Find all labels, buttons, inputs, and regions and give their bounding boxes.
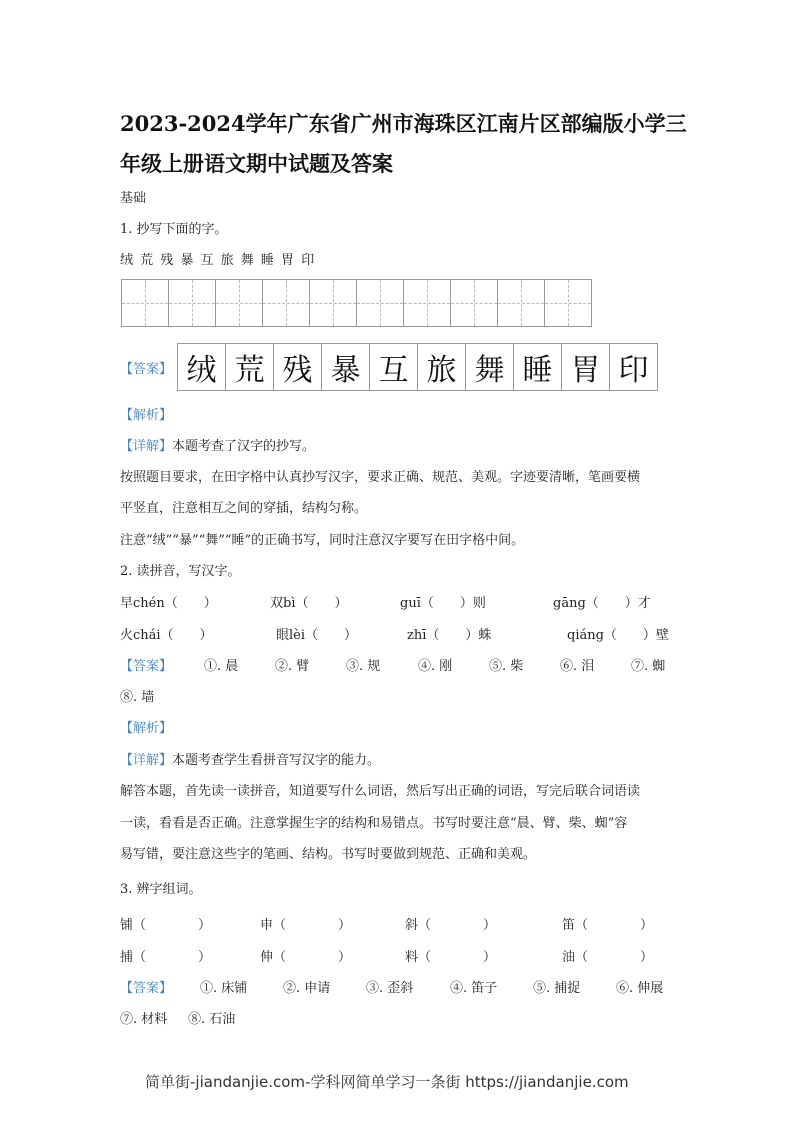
title-line-1: 2023-2024学年广东省广州市海珠区江南片区部编版小学三 [120, 111, 687, 136]
detail-label: 【详解】 [120, 753, 173, 768]
detail-text: 本题考查了汉字的抄写。 [172, 439, 316, 454]
tianzige-grid [122, 279, 592, 327]
answer-char: 荒 [225, 343, 274, 391]
q1-para: 平竖直，注意相互之间的穿插，结构匀称。 [120, 501, 368, 516]
q3-heading: 3. 辨字组词。 [120, 882, 202, 897]
q2-item: 早chén（ ） [120, 596, 217, 611]
answer-char: 舞 [465, 343, 514, 391]
answer-char: 残 [273, 343, 322, 391]
answer-grid [178, 343, 658, 391]
q2-answer: ③. 规 [346, 659, 381, 674]
q2-item: 双bì（ ） [270, 596, 348, 611]
q2-para: 一读，看看是否正确。注意掌握生字的结构和易错点。书写时要注意“晨、臂、柴、蜘”容 [120, 816, 628, 831]
q2-heading: 2. 读拼音，写汉字。 [120, 564, 241, 579]
section-label: 基础 [120, 191, 147, 206]
q2-item: 火chái（ ） [120, 628, 213, 643]
q1-answer-label: 【答案】 [120, 362, 173, 377]
q1-analysis-label: 【解析】 [120, 408, 173, 423]
q2-para: 易写错，要注意这些字的笔画、结构。书写时要做到规范、正确和美观。 [120, 847, 537, 862]
q2-item: 眼lèi（ ） [276, 628, 358, 643]
q2-analysis-label: 【解析】 [120, 721, 173, 736]
q3-item: 笛（ ） [562, 918, 654, 933]
q3-item: 料（ ） [405, 950, 497, 965]
title-line-2: 年级上册语文期中试题及答案 [120, 151, 393, 176]
q2-detail [120, 749, 380, 768]
answer-char: 印 [609, 343, 658, 391]
q2-answer: ①. 晨 [204, 659, 239, 674]
q1-detail [120, 435, 315, 454]
q1-heading: 1. 抄写下面的字。 [120, 222, 228, 237]
answer-char: 胃 [561, 343, 610, 391]
q3-answer: ③. 歪斜 [366, 981, 414, 996]
q3-item: 伸（ ） [260, 950, 352, 965]
q2-answer: ⑦. 蜘 [631, 659, 666, 674]
q2-answer: ⑥. 泪 [560, 659, 595, 674]
q2-answer: ⑤. 柴 [489, 659, 524, 674]
q2-answer: ②. 臂 [275, 659, 310, 674]
q2-item: zhī（ ）蛛 [407, 628, 492, 643]
q3-answer-label: 【答案】 [120, 981, 173, 996]
q2-item: gāng（ ）才 [553, 596, 651, 611]
q2-item: guī（ ）则 [400, 596, 486, 611]
q3-item: 铺（ ） [120, 918, 212, 933]
detail-label: 【详解】 [120, 439, 173, 454]
q3-answer: ⑤. 捕捉 [533, 981, 581, 996]
q3-item: 捕（ ） [120, 950, 212, 965]
q3-answer: ⑧. 石油 [188, 1012, 236, 1027]
q3-answer: ⑥. 伸展 [616, 981, 664, 996]
q3-item: 油（ ） [562, 950, 654, 965]
q1-para: 注意“绒”“暴”“舞”“睡”的正确书写，同时注意汉字要写在田字格中间。 [120, 533, 525, 548]
q3-answer: ④. 笛子 [450, 981, 498, 996]
detail-text: 本题考查学生看拼音写汉字的能力。 [172, 753, 381, 768]
q3-item: 斜（ ） [405, 918, 497, 933]
q1-para: 按照题目要求，在田字格中认真抄写汉字，要求正确、规范、美观。字迹要清晰，笔画要横 [120, 470, 641, 485]
answer-char: 暴 [321, 343, 370, 391]
q1-chars: 绒 荒 残 暴 互 旅 舞 睡 胃 印 [120, 253, 315, 268]
q2-item: qiáng（ ）壁 [567, 628, 669, 643]
q3-answer: ①. 床铺 [200, 981, 248, 996]
q3-item: 申（ ） [260, 918, 352, 933]
answer-char: 互 [369, 343, 418, 391]
footer-watermark: 简单街-jiandanjie.com-学科网简单学习一条街 https://jiandanjie.com [145, 1073, 629, 1091]
q3-answer: ②. 申请 [283, 981, 331, 996]
answer-char: 绒 [177, 343, 226, 391]
q2-answer: ⑧. 墙 [120, 690, 155, 705]
q2-answer: ④. 刚 [418, 659, 453, 674]
q3-answer: ⑦. 材料 [120, 1012, 168, 1027]
q2-para: 解答本题，首先读一读拼音，知道要写什么词语，然后写出正确的词语，写完后联合词语读 [120, 784, 641, 799]
answer-char: 睡 [513, 343, 562, 391]
answer-char: 旅 [417, 343, 466, 391]
q2-answer-label: 【答案】 [120, 659, 173, 674]
